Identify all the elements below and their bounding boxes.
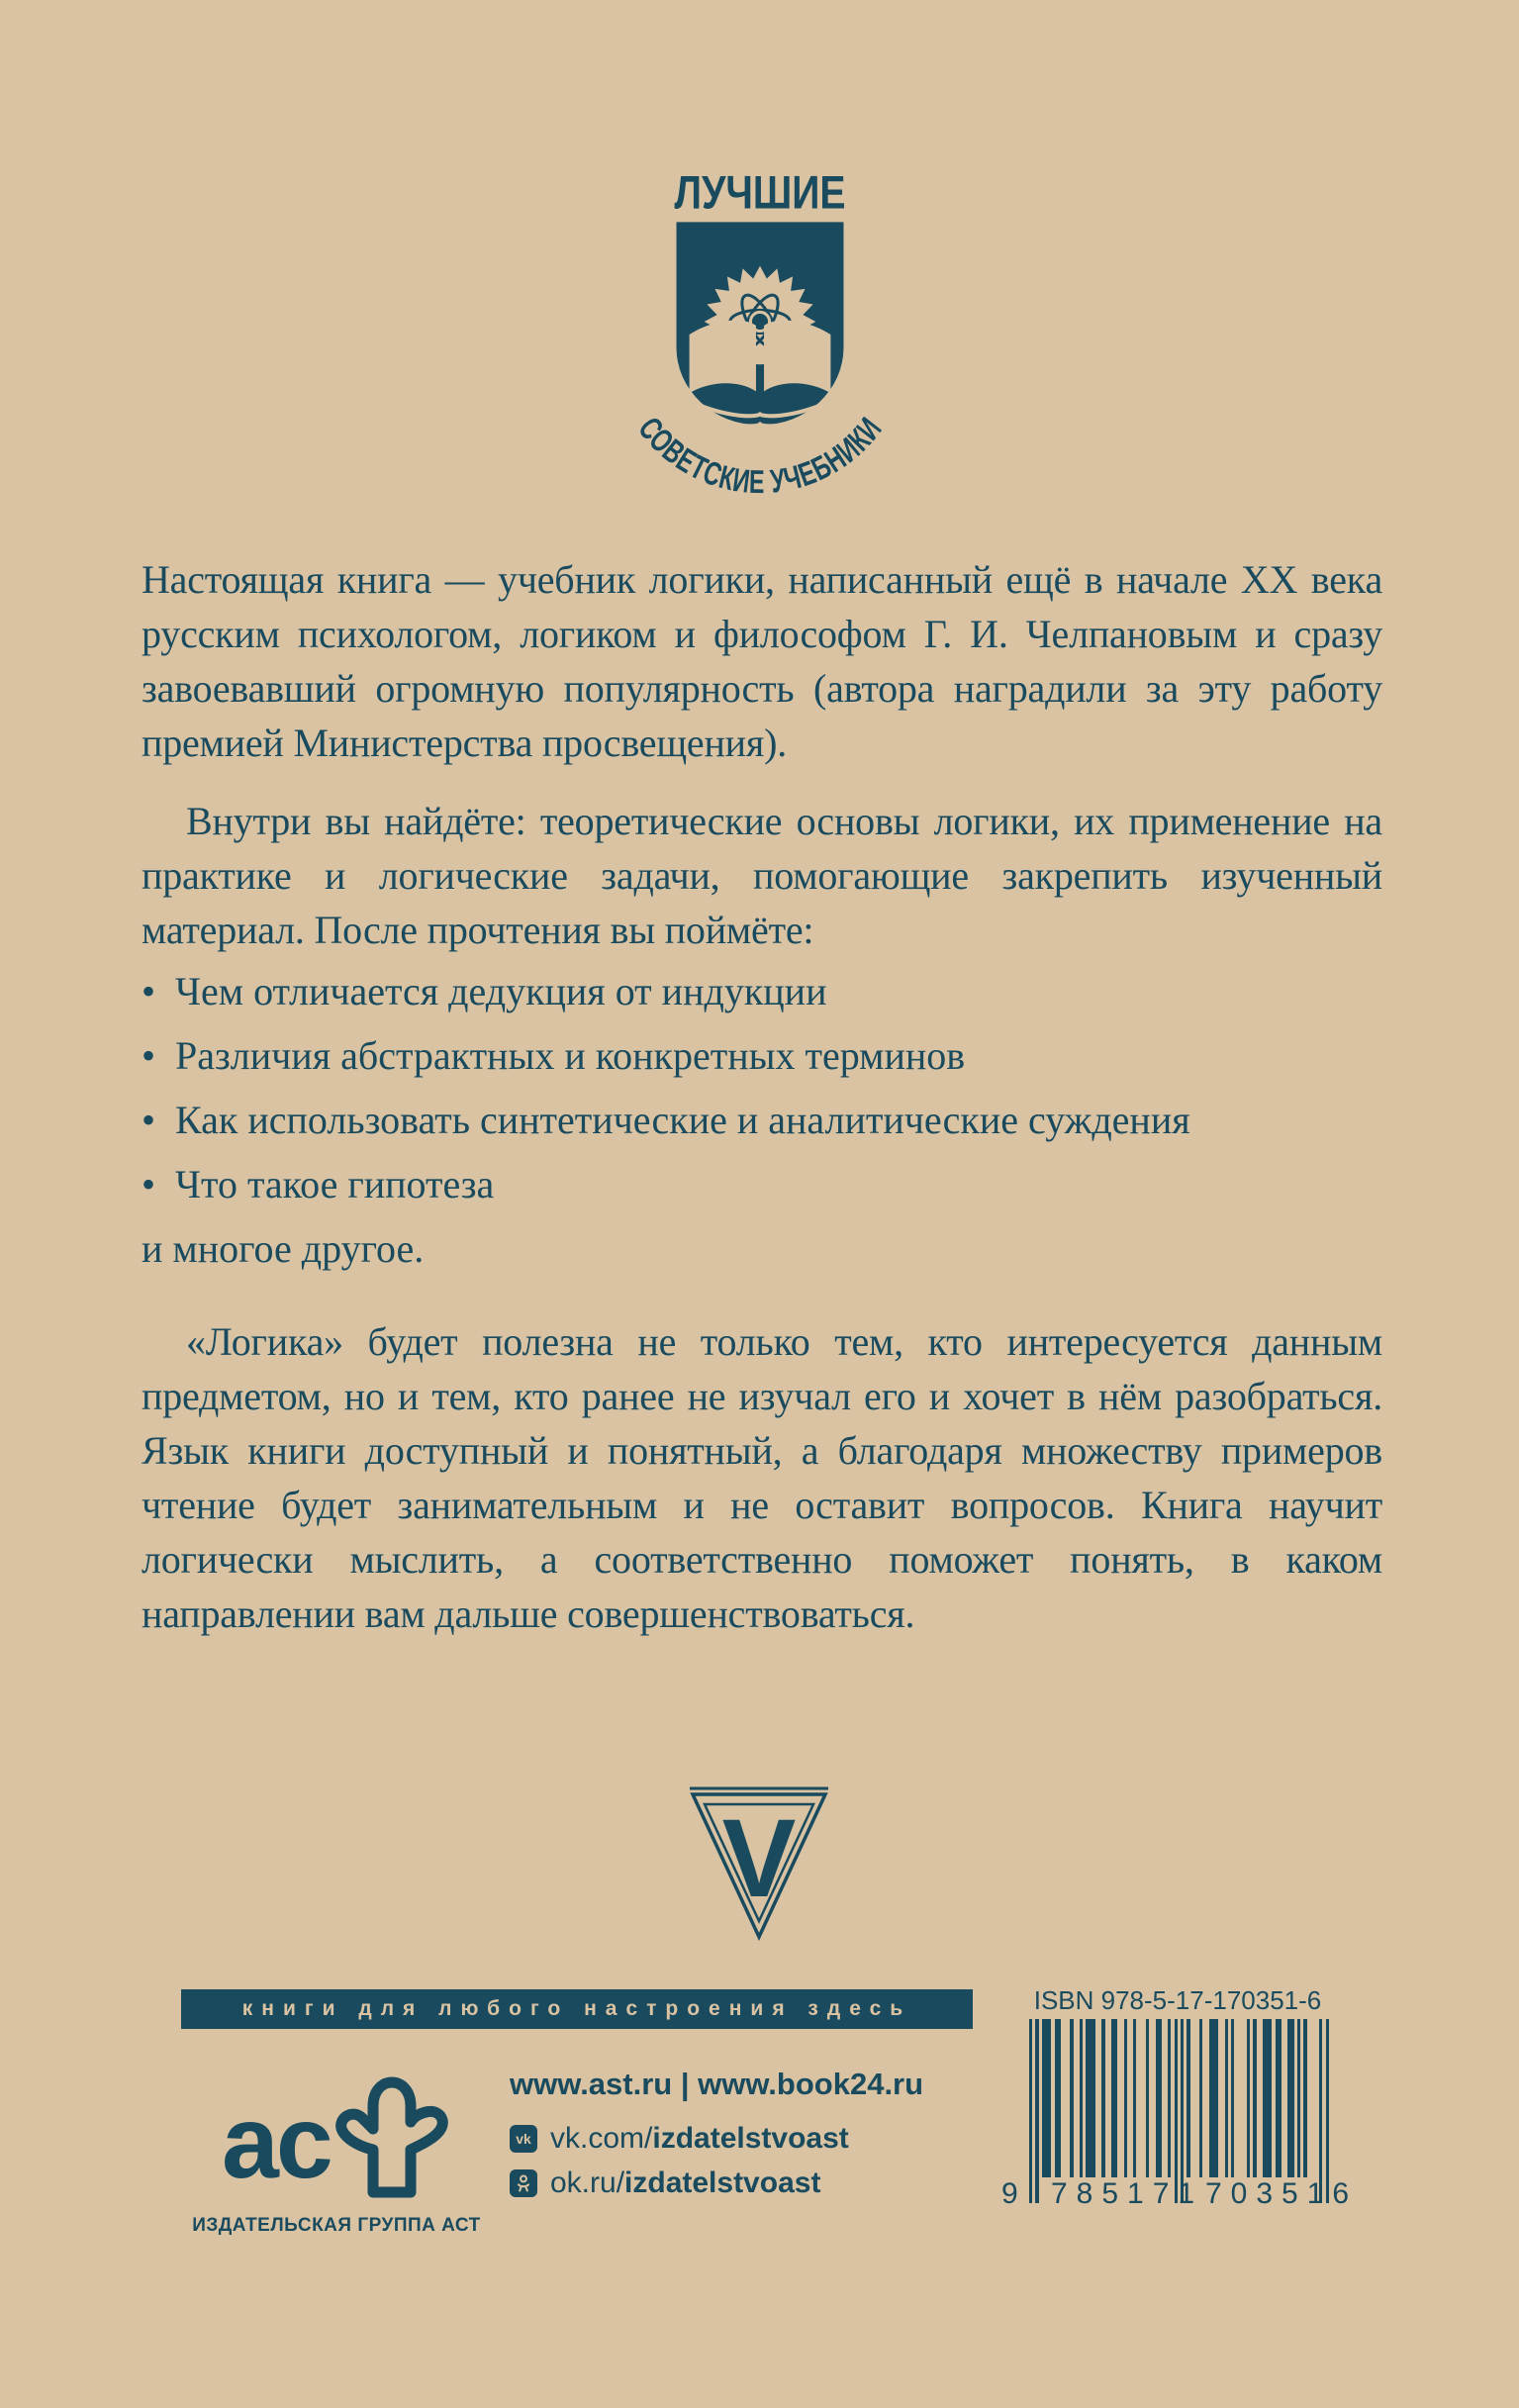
list-item xyxy=(142,968,1382,1032)
emblem-arc-label: СОВЕТСКИЕ УЧЕБНИКИ xyxy=(630,405,895,502)
websites-line: www.ast.ru | www.book24.ru xyxy=(510,2067,924,2101)
slogan-text: книги для любого настроения здесь xyxy=(241,1997,912,2020)
vk-icon xyxy=(510,2125,537,2153)
vk-account: izdatelstvoast xyxy=(652,2122,849,2155)
publisher-caption: ИЗДАТЕЛЬСКАЯ ГРУППА АСТ xyxy=(192,2215,481,2236)
annotation-paragraph-3: «Логика» будет полезна не только тем, кто интересуется данным предметом, но и тем, кто ранее не изучал его и хочет в нём разобраться. Язык книги доступный и понятный, а благодаря множеству примеров чтение будет занимательным и не оставит вопросов. Книга научит логически мыслить, а соответственно поможет понять, в каком направлении вам дальше совершенствоваться. xyxy=(142,1319,1382,1636)
barcode-digits-mid: 785171 xyxy=(1051,2177,1204,2210)
vk-line xyxy=(510,2122,985,2156)
bullet-list-outro: и многое другое. xyxy=(142,1226,425,1271)
ok-person-glyph xyxy=(513,2172,534,2194)
list-item xyxy=(142,1032,1382,1097)
annotation-paragraph-1: Настоящая книга — учебник логики, написанный ещё в начале ХХ века русским психологом, логиком и философом Г. И. Челпановым и сразу завоевавший огромную популярность (автора наградили за эту работу премией Министерства просвещения). xyxy=(142,557,1382,765)
emblem-top-label: ЛУЧШИЕ xyxy=(674,166,846,220)
ast-logo-letters: ас xyxy=(222,2085,331,2200)
list-item-text: Что такое гипотеза xyxy=(175,1162,495,1206)
emblem-shield xyxy=(677,222,844,434)
ast-cactus-icon xyxy=(341,2082,443,2192)
list-item-text: Как использовать синтетические и аналитические суждения xyxy=(175,1098,1190,1142)
list-item xyxy=(142,1161,1382,1225)
bullet-icon: • xyxy=(142,1098,156,1142)
ok-url-prefix: ok.ru/ xyxy=(550,2167,625,2199)
list-item-text: Различия абстрактных и конкретных терминов xyxy=(175,1033,966,1078)
v-letter: V xyxy=(721,1796,797,1920)
v-triangle-mark xyxy=(690,1785,828,1944)
vk-icon-letters: vk xyxy=(516,2131,531,2147)
ast-publisher-logo xyxy=(220,2039,452,2202)
annotation-paragraph-2: Внутри вы найдёте: теоретические основы логики, их применение на практике и логические задачи, помогающие закрепить изученный материал. После прочтения вы поймёте: xyxy=(142,799,1382,952)
isbn-label: ISBN 978-5-17-170351-6 xyxy=(1033,1985,1322,2015)
bullet-icon: • xyxy=(142,1033,156,1078)
bullet-icon: • xyxy=(142,969,156,1013)
list-item-text: Чем отличается дедукция от индукции xyxy=(175,969,827,1013)
bullet-icon: • xyxy=(142,1162,156,1206)
ok-line xyxy=(510,2167,985,2200)
ok-account: izdatelstvoast xyxy=(624,2167,821,2199)
barcode-digit-left: 9 xyxy=(1001,2177,1018,2210)
ok-icon xyxy=(510,2169,537,2197)
barcode-bars xyxy=(1029,2019,1329,2203)
barcode-digits-right: 703516 xyxy=(1205,2177,1359,2210)
links-block xyxy=(510,2067,985,2211)
vk-url-prefix: vk.com/ xyxy=(550,2122,653,2155)
annotation-bullet-list xyxy=(142,968,1382,1225)
slogan-bar xyxy=(181,1989,973,2029)
list-item xyxy=(142,1097,1382,1161)
soviet-textbooks-emblem xyxy=(625,156,895,505)
